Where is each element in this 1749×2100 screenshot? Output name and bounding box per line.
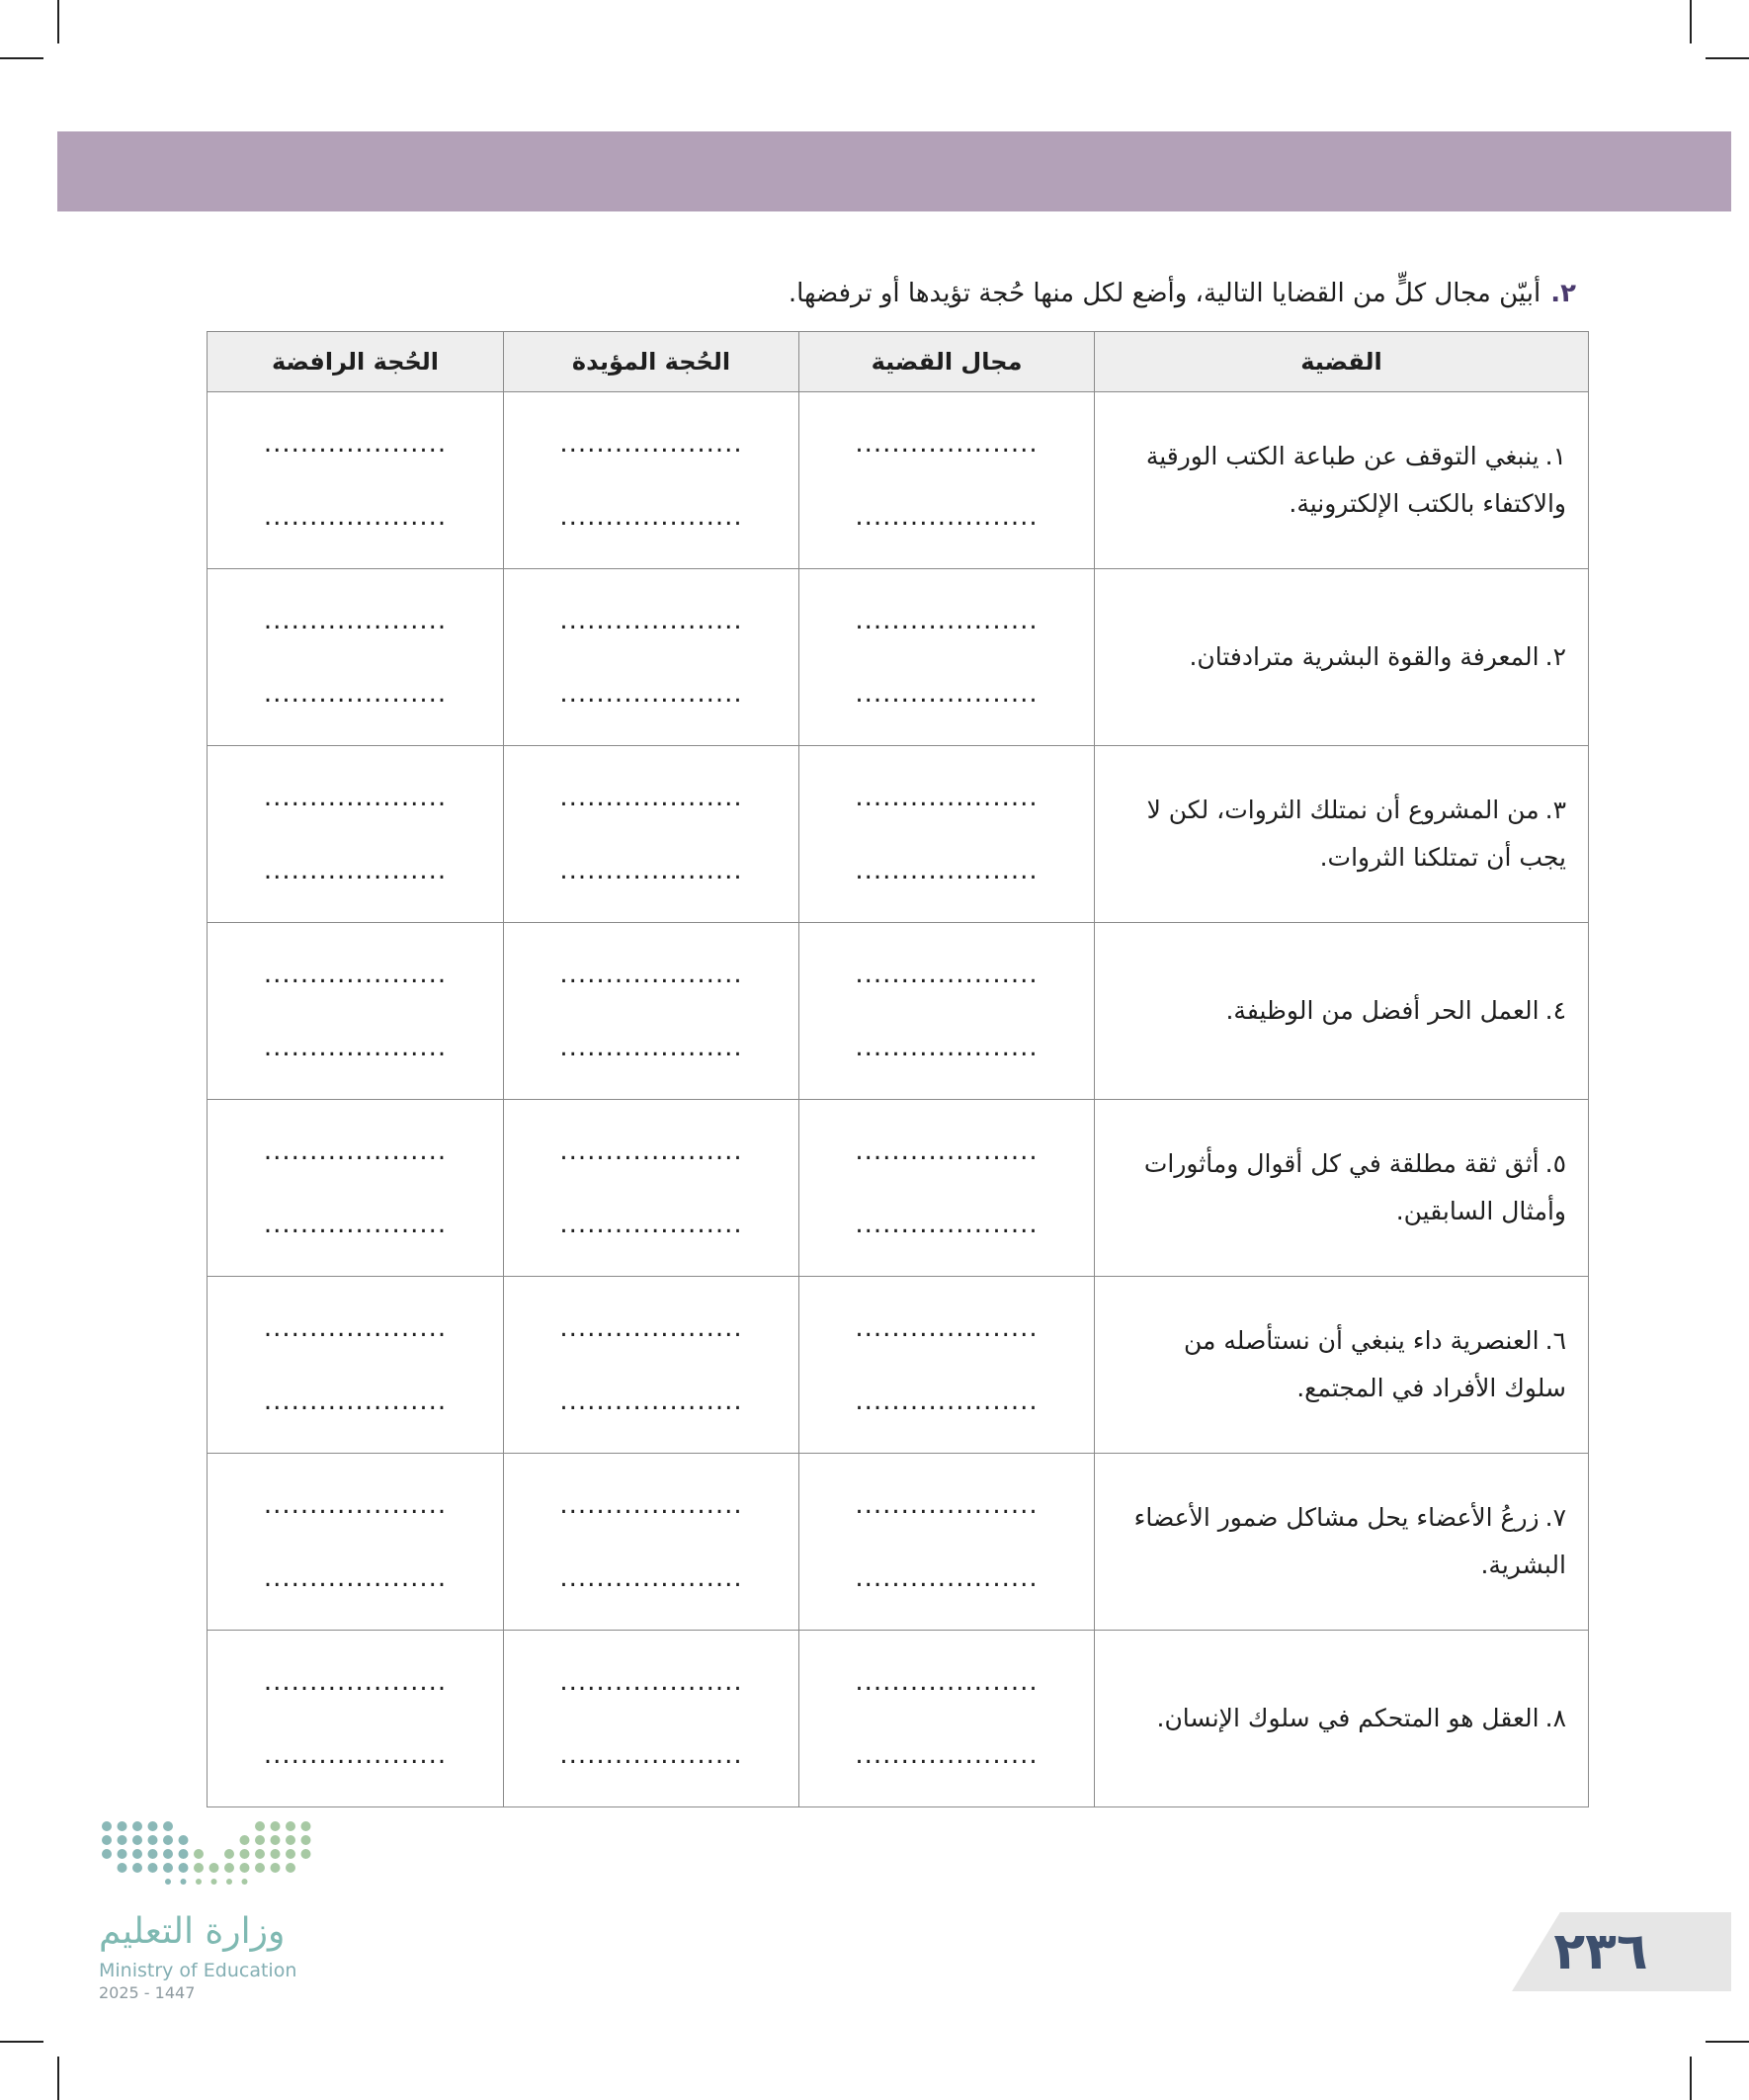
crop-mark: [0, 57, 43, 59]
logo-dot: [163, 1821, 173, 1831]
crop-mark: [1706, 2041, 1749, 2043]
domain-answer-blank[interactable]: ....................: [855, 606, 1039, 635]
issue-cell: [1095, 923, 1589, 1100]
opposing-answer-blank[interactable]: ....................: [263, 1563, 448, 1593]
logo-dot: [271, 1835, 281, 1845]
issues-table: [207, 331, 1589, 1807]
opposing-answer-cell: [208, 1277, 504, 1454]
logo-dot: [286, 1835, 295, 1845]
opposing-answer-blank[interactable]: ....................: [263, 783, 448, 812]
supporting-answer-blank[interactable]: ....................: [559, 1386, 743, 1416]
table-row: [208, 1100, 1589, 1277]
logo-dot: [301, 1835, 311, 1845]
opposing-answer-blank[interactable]: ....................: [263, 1033, 448, 1062]
opposing-answer-cell: [208, 923, 504, 1100]
domain-answer-cell: [799, 1631, 1095, 1807]
header-band: [57, 131, 1731, 211]
question-prompt: [198, 272, 1576, 315]
issue-number: ٥.: [1544, 1149, 1566, 1178]
domain-answer-cell: [799, 1454, 1095, 1631]
logo-dot: [194, 1863, 204, 1873]
supporting-answer-blank[interactable]: ....................: [559, 783, 743, 812]
issue-number: ٢.: [1544, 642, 1566, 671]
domain-answer-cell: [799, 392, 1095, 569]
domain-answer-blank[interactable]: ....................: [855, 1667, 1039, 1697]
logo-dot: [240, 1849, 250, 1859]
supporting-answer-cell: [504, 1454, 799, 1631]
domain-answer-blank[interactable]: ....................: [855, 1313, 1039, 1343]
logo-dot: [102, 1849, 112, 1859]
opposing-answer-blank[interactable]: ....................: [263, 1490, 448, 1520]
opposing-answer-blank[interactable]: ....................: [263, 1740, 448, 1770]
opposing-answer-blank[interactable]: ....................: [263, 1386, 448, 1416]
opposing-answer-blank[interactable]: ....................: [263, 1210, 448, 1239]
supporting-answer-blank[interactable]: ....................: [559, 960, 743, 989]
domain-answer-cell: [799, 746, 1095, 923]
logo-arabic-name: وزارة التعليم: [99, 1911, 286, 1952]
opposing-answer-blank[interactable]: ....................: [263, 1136, 448, 1166]
issue-text: العقل هو المتحكم في سلوك الإنسان.: [1156, 1704, 1540, 1732]
issue-text: المعرفة والقوة البشرية مترادفتان.: [1189, 642, 1540, 671]
supporting-answer-blank[interactable]: ....................: [559, 1667, 743, 1697]
table-row: [208, 746, 1589, 923]
domain-answer-blank[interactable]: ....................: [855, 960, 1039, 989]
logo-dot: [211, 1879, 217, 1885]
domain-answer-blank[interactable]: ....................: [855, 1563, 1039, 1593]
opposing-answer-cell: [208, 746, 504, 923]
logo-dot: [255, 1863, 265, 1873]
logo-dot: [179, 1835, 189, 1845]
ministry-logo: [99, 1818, 326, 2001]
domain-answer-blank[interactable]: ....................: [855, 1386, 1039, 1416]
issue-cell: [1095, 1277, 1589, 1454]
supporting-answer-blank[interactable]: ....................: [559, 1033, 743, 1062]
logo-dot: [196, 1879, 202, 1885]
issue-number: ٧.: [1544, 1503, 1566, 1532]
issue-cell: [1095, 1454, 1589, 1631]
logo-dot: [163, 1863, 173, 1873]
table-row: [208, 1277, 1589, 1454]
opposing-answer-cell: [208, 1631, 504, 1807]
domain-answer-blank[interactable]: ....................: [855, 429, 1039, 459]
domain-answer-blank[interactable]: ....................: [855, 502, 1039, 532]
issue-text: ينبغي التوقف عن طباعة الكتب الورقية والاكتفاء بالكتب الإلكترونية.: [1145, 442, 1566, 518]
table-row: [208, 1631, 1589, 1807]
opposing-answer-cell: [208, 1100, 504, 1277]
logo-dot: [301, 1849, 311, 1859]
logo-dot: [118, 1863, 127, 1873]
logo-dot: [132, 1821, 142, 1831]
logo-dot: [224, 1849, 234, 1859]
domain-answer-blank[interactable]: ....................: [855, 1740, 1039, 1770]
supporting-answer-blank[interactable]: ....................: [559, 1313, 743, 1343]
supporting-answer-cell: [504, 1100, 799, 1277]
issue-cell: [1095, 392, 1589, 569]
logo-dot: [301, 1821, 311, 1831]
logo-dot: [163, 1835, 173, 1845]
logo-dot: [118, 1835, 127, 1845]
issue-number: ٨.: [1544, 1704, 1566, 1732]
crop-mark: [1690, 2057, 1692, 2100]
logo-dot: [181, 1879, 187, 1885]
supporting-answer-cell: [504, 1277, 799, 1454]
domain-answer-cell: [799, 1277, 1095, 1454]
table-row: [208, 569, 1589, 746]
header-issue: القضية: [1095, 332, 1589, 392]
supporting-answer-cell: [504, 569, 799, 746]
table-row: [208, 923, 1589, 1100]
logo-dot: [165, 1879, 171, 1885]
issue-text: العمل الحر أفضل من الوظيفة.: [1225, 996, 1540, 1025]
opposing-answer-blank[interactable]: ....................: [263, 1313, 448, 1343]
logo-dot: [255, 1821, 265, 1831]
logo-dot: [240, 1863, 250, 1873]
domain-answer-blank[interactable]: ....................: [855, 1033, 1039, 1062]
supporting-answer-blank[interactable]: ....................: [559, 429, 743, 459]
opposing-answer-blank[interactable]: ....................: [263, 679, 448, 709]
crop-mark: [57, 2057, 59, 2100]
question-text: أبيّن مجال كلٍّ من القضايا التالية، وأضع لكل منها حُجة تؤيدها أو ترفضها.: [788, 279, 1541, 308]
supporting-answer-cell: [504, 923, 799, 1100]
logo-dot: [148, 1863, 158, 1873]
domain-answer-cell: [799, 1100, 1095, 1277]
supporting-answer-blank[interactable]: ....................: [559, 1210, 743, 1239]
logo-dot: [132, 1863, 142, 1873]
supporting-answer-blank[interactable]: ....................: [559, 1563, 743, 1593]
opposing-answer-blank[interactable]: ....................: [263, 960, 448, 989]
issue-text: زرعُ الأعضاء يحل مشاكل ضمور الأعضاء البشرية.: [1133, 1503, 1566, 1579]
supporting-answer-blank[interactable]: ....................: [559, 502, 743, 532]
logo-dot: [118, 1821, 127, 1831]
logo-dot: [163, 1849, 173, 1859]
logo-dot: [226, 1879, 232, 1885]
opposing-answer-blank[interactable]: ....................: [263, 502, 448, 532]
issue-number: ٤.: [1544, 996, 1566, 1025]
logo-dot: [242, 1879, 248, 1885]
logo-dot: [255, 1835, 265, 1845]
issue-number: ٣.: [1544, 796, 1566, 824]
domain-answer-blank[interactable]: ....................: [855, 1210, 1039, 1239]
logo-dot: [271, 1821, 281, 1831]
supporting-answer-blank[interactable]: ....................: [559, 1490, 743, 1520]
issue-number: ٦.: [1544, 1326, 1566, 1355]
domain-answer-blank[interactable]: ....................: [855, 1136, 1039, 1166]
table-header-row: [208, 332, 1589, 392]
logo-dot: [102, 1821, 112, 1831]
domain-answer-blank[interactable]: ....................: [855, 856, 1039, 885]
page-number: ٢٣٦: [1553, 1922, 1648, 1981]
issue-text: من المشروع أن نمتلك الثروات، لكن لا يجب أن تمتلكنا الثروات.: [1146, 796, 1566, 872]
logo-english-name: Ministry of Education: [99, 1960, 297, 1981]
crop-mark: [1706, 57, 1749, 59]
opposing-answer-cell: [208, 1454, 504, 1631]
opposing-answer-blank[interactable]: ....................: [263, 606, 448, 635]
logo-dot: [179, 1849, 189, 1859]
issue-cell: [1095, 1631, 1589, 1807]
domain-answer-blank[interactable]: ....................: [855, 783, 1039, 812]
issue-cell: [1095, 1100, 1589, 1277]
supporting-answer-blank[interactable]: ....................: [559, 606, 743, 635]
domain-answer-cell: [799, 569, 1095, 746]
opposing-answer-cell: [208, 392, 504, 569]
supporting-answer-cell: [504, 1631, 799, 1807]
domain-answer-blank[interactable]: ....................: [855, 679, 1039, 709]
supporting-answer-cell: [504, 392, 799, 569]
supporting-answer-blank[interactable]: ....................: [559, 1136, 743, 1166]
issue-cell: [1095, 746, 1589, 923]
issue-number: ١.: [1544, 442, 1566, 470]
supporting-answer-blank[interactable]: ....................: [559, 856, 743, 885]
opposing-answer-blank[interactable]: ....................: [263, 1667, 448, 1697]
logo-dot: [271, 1863, 281, 1873]
logo-dot: [148, 1835, 158, 1845]
logo-dot: [102, 1835, 112, 1845]
logo-dot: [286, 1863, 295, 1873]
table-row: [208, 1454, 1589, 1631]
logo-dot: [224, 1863, 234, 1873]
header-domain: مجال القضية: [799, 332, 1095, 392]
crop-mark: [0, 2041, 43, 2043]
opposing-answer-blank[interactable]: ....................: [263, 429, 448, 459]
logo-dot: [271, 1849, 281, 1859]
logo-dot: [209, 1863, 219, 1873]
table-row: [208, 392, 1589, 569]
opposing-answer-cell: [208, 569, 504, 746]
logo-dot: [148, 1821, 158, 1831]
crop-mark: [1690, 0, 1692, 43]
logo-dot: [194, 1849, 204, 1859]
opposing-answer-blank[interactable]: ....................: [263, 856, 448, 885]
logo-dot: [179, 1863, 189, 1873]
logo-dot: [132, 1849, 142, 1859]
supporting-answer-cell: [504, 746, 799, 923]
domain-answer-blank[interactable]: ....................: [855, 1490, 1039, 1520]
logo-year: 2025 - 1447: [99, 1983, 196, 2002]
logo-dot: [286, 1849, 295, 1859]
logo-dot: [118, 1849, 127, 1859]
supporting-answer-blank[interactable]: ....................: [559, 679, 743, 709]
logo-dot: [240, 1835, 250, 1845]
logo-dot: [286, 1821, 295, 1831]
logo-dot: [148, 1849, 158, 1859]
logo-dot: [132, 1835, 142, 1845]
crop-mark: [57, 0, 59, 43]
issue-cell: [1095, 569, 1589, 746]
header-supporting-argument: الحُجة المؤيدة: [504, 332, 799, 392]
logo-dot: [255, 1849, 265, 1859]
issue-text: أثق ثقة مطلقة في كل أقوال ومأثورات وأمثال السابقين.: [1143, 1149, 1566, 1225]
issue-text: العنصرية داء ينبغي أن نستأصله من سلوك الأفراد في المجتمع.: [1184, 1326, 1566, 1402]
logo-dots-icon: [99, 1818, 316, 1892]
domain-answer-cell: [799, 923, 1095, 1100]
question-number: ٢.: [1550, 279, 1576, 308]
header-opposing-argument: الحُجة الرافضة: [208, 332, 504, 392]
supporting-answer-blank[interactable]: ....................: [559, 1740, 743, 1770]
